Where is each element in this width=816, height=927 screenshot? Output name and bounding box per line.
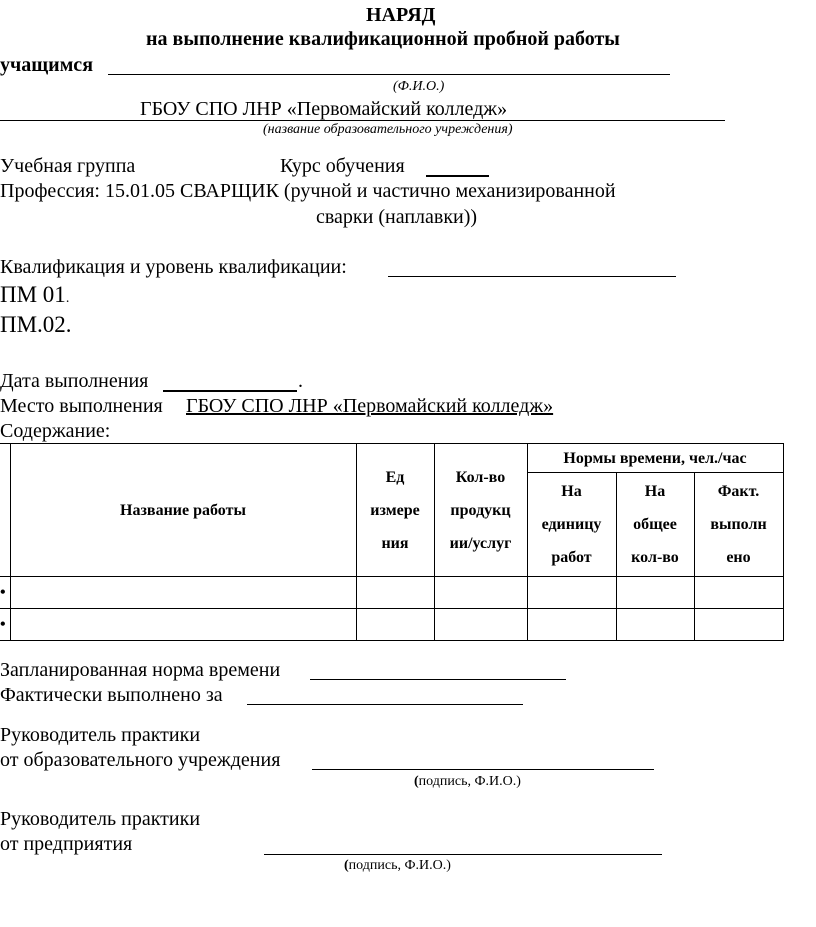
col-name-header: Название работы <box>10 444 356 577</box>
cell-per-unit[interactable] <box>527 609 616 641</box>
date-label: Дата выполнения <box>0 370 149 392</box>
cell-name[interactable] <box>10 609 356 641</box>
cell-name[interactable] <box>10 577 356 609</box>
cell-qty[interactable] <box>434 577 527 609</box>
cell-actual[interactable] <box>694 577 783 609</box>
profession-line-1: Профессия: 15.01.05 СВАРЩИК (ручной и частично механизированной <box>0 180 616 202</box>
cell-qty[interactable] <box>434 609 527 641</box>
work-table <box>0 443 784 641</box>
content-label: Содержание: <box>0 420 111 442</box>
institution-caption: (название образовательного учреждения) <box>263 122 513 137</box>
document-subtitle: на выполнение квалификационной пробной работы <box>146 28 620 50</box>
course-label: Курс обучения <box>280 155 405 177</box>
cell-actual[interactable] <box>694 609 783 641</box>
cell-unit[interactable] <box>356 609 434 641</box>
institution-name: ГБОУ СПО ЛНР «Первомайский колледж» <box>140 98 508 120</box>
student-name-line[interactable] <box>108 74 670 75</box>
group-label: Учебная группа <box>0 155 136 177</box>
planned-field[interactable] <box>310 679 566 680</box>
row-marker: • <box>0 577 10 609</box>
document-title: НАРЯД <box>366 4 436 26</box>
table-row <box>0 577 783 609</box>
actual-label: Фактически выполнено за <box>0 684 223 706</box>
profession-line-2: сварки (наплавки)) <box>316 206 478 228</box>
col-per-unit-header: На единицу работ <box>527 473 616 577</box>
col-qty-header: Кол-во продукц ии/услуг <box>434 444 527 577</box>
fio-caption: (Ф.И.О.) <box>393 79 445 94</box>
cell-total[interactable] <box>616 609 694 641</box>
qualification-field[interactable] <box>388 276 676 277</box>
place-value: ГБОУ СПО ЛНР «Первомайский колледж» <box>186 395 554 417</box>
planned-label: Запланированная норма времени <box>0 659 281 681</box>
place-label: Место выполнения <box>0 395 163 417</box>
student-label: учащимся <box>0 54 94 76</box>
supervisor1-line2: от образовательного учреждения <box>0 749 281 771</box>
supervisor2-line2: от предприятия <box>0 833 133 855</box>
institution-line <box>0 120 725 121</box>
signature-caption-2: (подпись, Ф.И.О.) <box>344 858 451 873</box>
date-field[interactable] <box>163 390 297 392</box>
supervisor2-line1: Руководитель практики <box>0 808 201 830</box>
col-total-header: На общее кол-во <box>616 473 694 577</box>
actual-field[interactable] <box>247 704 523 705</box>
date-dot: . <box>298 370 303 392</box>
signature-caption-1: (подпись, Ф.И.О.) <box>414 774 521 789</box>
supervisor1-signature-field[interactable] <box>312 769 654 770</box>
col-unit-header: Ед измере ния <box>356 444 434 577</box>
cell-unit[interactable] <box>356 577 434 609</box>
course-field[interactable] <box>426 175 489 177</box>
table-row <box>0 609 783 641</box>
row-marker: • <box>0 609 10 641</box>
supervisor2-signature-field[interactable] <box>264 854 662 855</box>
row-marker-header <box>0 444 10 577</box>
cell-per-unit[interactable] <box>527 577 616 609</box>
qualification-label: Квалификация и уровень квалификации: <box>0 256 347 278</box>
col-actual-header: Факт. выполн ено <box>694 473 783 577</box>
pm2-label: ПМ.02. <box>0 312 72 337</box>
cell-total[interactable] <box>616 577 694 609</box>
pm1-label: ПМ 01. <box>0 282 70 307</box>
supervisor1-line1: Руководитель практики <box>0 724 201 746</box>
norms-header: Нормы времени, чел./час <box>527 444 783 473</box>
